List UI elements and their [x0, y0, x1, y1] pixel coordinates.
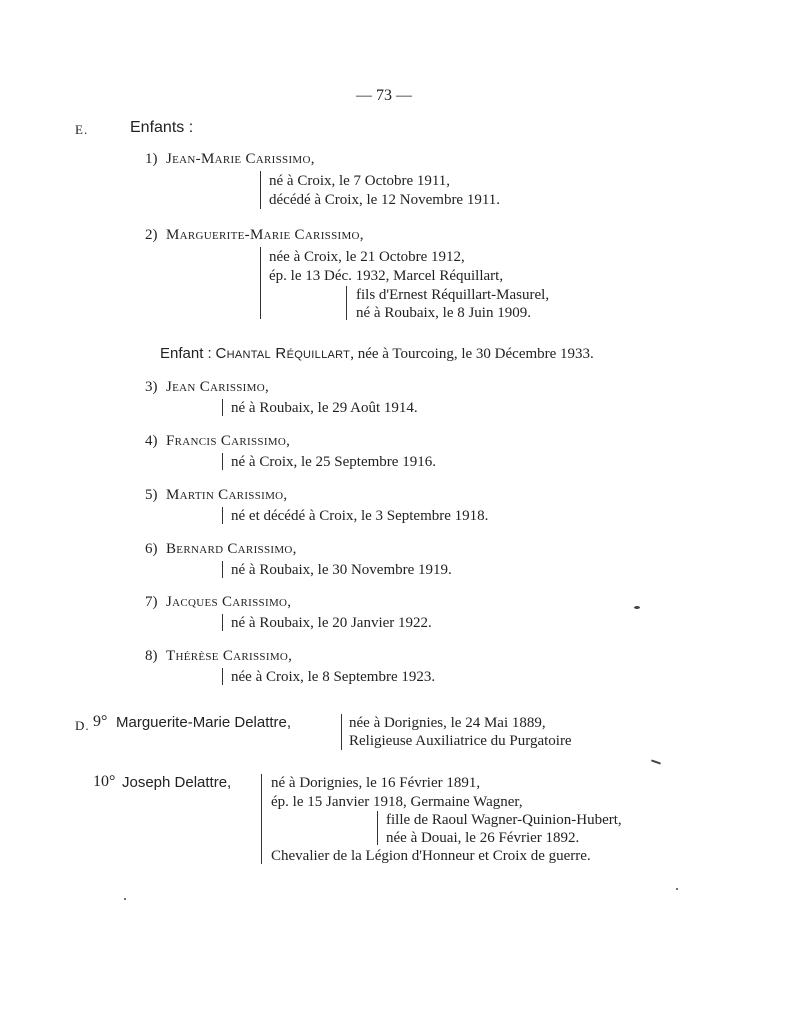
- scan-speck: [634, 606, 640, 609]
- child-1-death: décédé à Croix, le 12 Novembre 1911.: [269, 192, 501, 208]
- child-2-brace: [260, 247, 261, 319]
- child-1-brace: [260, 171, 261, 209]
- child-2-birth: née à Croix, le 21 Octobre 1912,: [269, 249, 465, 265]
- child-3-number: 3): [145, 379, 158, 395]
- child-5-brace: [222, 507, 223, 524]
- child-2-spouse-birth: né à Roubaix, le 8 Juin 1909.: [356, 305, 531, 321]
- child-3-birth: né à Roubaix, le 29 Août 1914.: [231, 400, 418, 416]
- child-1-name: Jean-Marie Carissimo,: [166, 151, 315, 167]
- child-7-name: Jacques Carissimo,: [166, 594, 292, 610]
- entry-9-number: 9°: [93, 713, 108, 730]
- child-2-spouse-brace: [346, 286, 347, 320]
- page-number: — 73 —: [356, 87, 412, 104]
- child-4-brace: [222, 453, 223, 470]
- entry-9-birth: née à Dorignies, le 24 Mai 1889,: [349, 715, 546, 731]
- child-4-number: 4): [145, 433, 158, 449]
- child-8-name: Thérèse Carissimo,: [166, 648, 293, 664]
- child-7-birth: né à Roubaix, le 20 Janvier 1922.: [231, 615, 432, 631]
- child-4-birth: né à Croix, le 25 Septembre 1916.: [231, 454, 436, 470]
- child-4-name: Francis Carissimo,: [166, 433, 291, 449]
- section-d-letter: D.: [75, 718, 90, 733]
- entry-10-spouse-parent: fille de Raoul Wagner-Quinion-Hubert,: [386, 812, 622, 828]
- entry-10-birth: né à Dorignies, le 16 Février 1891,: [271, 775, 481, 791]
- child-1-number: 1): [145, 151, 158, 167]
- entry-10-spouse-brace: [377, 811, 378, 845]
- child-6-number: 6): [145, 541, 158, 557]
- grandchild-name: Chantal Réquillart: [215, 345, 351, 362]
- grandchild-label: Enfant :: [160, 345, 212, 362]
- child-8-brace: [222, 668, 223, 685]
- entry-10-honours: Chevalier de la Légion d'Honneur et Croix de guerre.: [271, 848, 591, 864]
- child-2-spouse-parent: fils d'Ernest Réquillart-Masurel,: [356, 287, 550, 303]
- entry-10-number: 10°: [93, 773, 116, 790]
- section-e-letter: E.: [75, 122, 89, 137]
- entry-9-brace: [341, 714, 342, 750]
- child-2-number: 2): [145, 227, 158, 243]
- scan-speck: [651, 759, 661, 764]
- child-6-name: Bernard Carissimo,: [166, 541, 297, 557]
- entry-10-marriage: ép. le 15 Janvier 1918, Germaine Wagner,: [271, 794, 523, 810]
- grandchild-line: [160, 345, 594, 363]
- entry-9-occupation: Religieuse Auxiliatrice du Purgatoire: [349, 733, 572, 749]
- entry-10-spouse-birth: née à Douai, le 26 Février 1892.: [386, 830, 580, 846]
- child-6-birth: né à Roubaix, le 30 Novembre 1919.: [231, 562, 452, 578]
- child-2-marriage: ép. le 13 Déc. 1932, Marcel Réquillart,: [269, 268, 504, 284]
- grandchild-details: , née à Tourcoing, le 30 Décembre 1933.: [350, 346, 594, 362]
- child-5-birth-death: né et décédé à Croix, le 3 Septembre 1918.: [231, 508, 489, 524]
- child-5-name: Martin Carissimo,: [166, 487, 288, 503]
- child-3-name: Jean Carissimo,: [166, 379, 270, 395]
- section-e-heading: Enfants :: [130, 119, 194, 136]
- entry-10-name: Joseph Delattre,: [122, 774, 232, 791]
- entry-9-name: Marguerite-Marie Delattre,: [116, 714, 292, 731]
- child-3-brace: [222, 399, 223, 416]
- child-5-number: 5): [145, 487, 158, 503]
- scan-speck: [676, 888, 678, 890]
- scan-speck: [124, 898, 126, 900]
- child-8-number: 8): [145, 648, 158, 664]
- child-7-number: 7): [145, 594, 158, 610]
- child-7-brace: [222, 614, 223, 631]
- child-2-name: Marguerite-Marie Carissimo,: [166, 227, 364, 243]
- child-8-birth: née à Croix, le 8 Septembre 1923.: [231, 669, 436, 685]
- child-1-birth: né à Croix, le 7 Octobre 1911,: [269, 173, 451, 189]
- entry-10-brace: [261, 774, 262, 864]
- child-6-brace: [222, 561, 223, 578]
